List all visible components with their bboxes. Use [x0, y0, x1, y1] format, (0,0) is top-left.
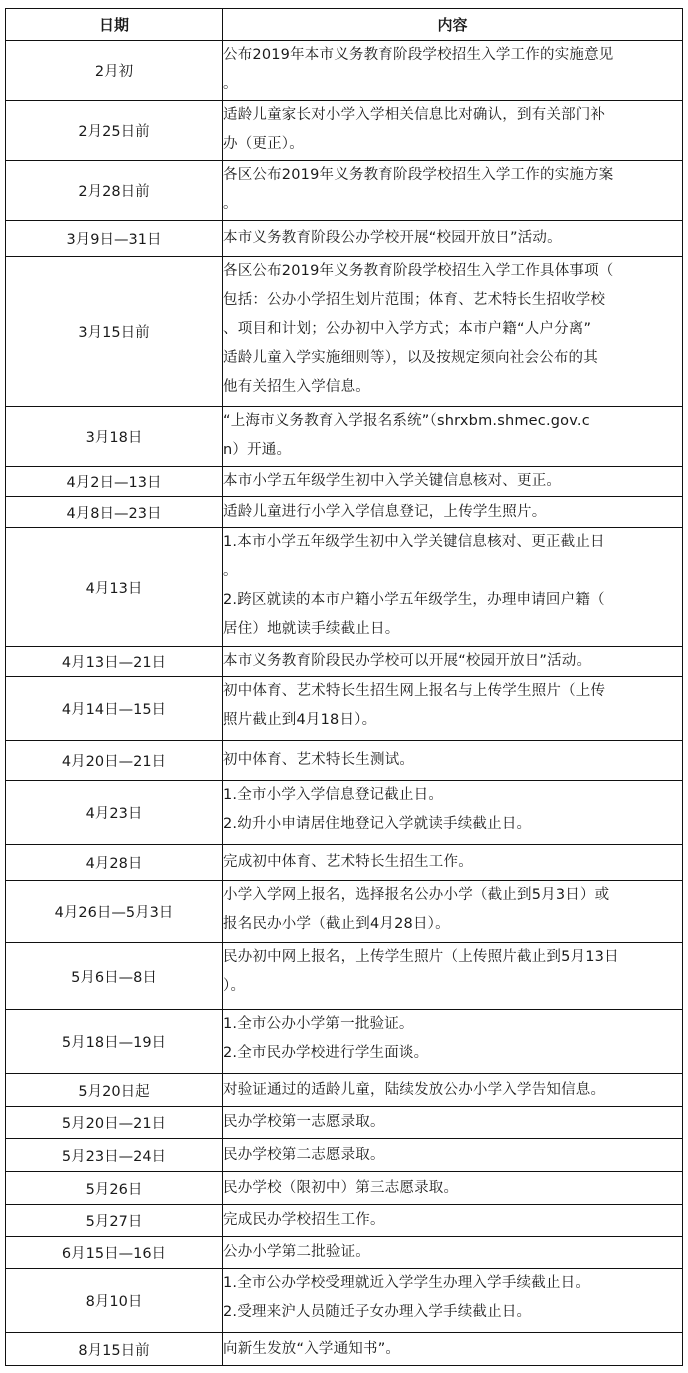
table-row — [6, 528, 683, 647]
content-line: 适龄儿童家长对小学入学相关信息比对确认，到有关部门补 — [223, 107, 606, 123]
content-line: 2.幼升小申请居住地登记入学就读手续截止日。 — [223, 816, 532, 832]
row-date: 3月18日 — [6, 407, 223, 467]
table-row — [6, 647, 683, 677]
table-header-row — [6, 9, 683, 41]
row-content — [223, 41, 683, 101]
content-line: “上海市义务教育入学报名系统”（shrxbm.shmec.gov.c — [223, 413, 590, 429]
row-content — [223, 647, 683, 677]
row-content — [223, 1237, 683, 1269]
row-content — [223, 407, 683, 467]
table-row — [6, 677, 683, 741]
table-row — [6, 161, 683, 221]
table-row — [6, 407, 683, 467]
row-date: 5月20日—21日 — [6, 1107, 223, 1139]
content-line: 公布2019年本市义务教育阶段学校招生入学工作的实施意见 — [223, 47, 614, 63]
content-line: 对验证通过的适龄儿童，陆续发放公办小学入学告知信息。 — [223, 1081, 606, 1098]
row-date: 3月9日—31日 — [6, 221, 223, 257]
content-line: 照片截止到4月18日）。 — [223, 712, 377, 728]
content-line: 本市义务教育阶段民办学校可以开展“校园开放日”活动。 — [223, 653, 592, 669]
table-row — [6, 1205, 683, 1237]
table-row — [6, 1010, 683, 1074]
table-row — [6, 41, 683, 101]
table-row — [6, 467, 683, 497]
content-line: 1.全市小学入学信息登记截止日。 — [223, 787, 444, 803]
header-date: 日期 — [6, 9, 223, 41]
content-line: n）开通。 — [223, 442, 292, 458]
row-content — [223, 1074, 683, 1107]
content-line: ）。 — [223, 978, 246, 994]
table-row — [6, 1074, 683, 1107]
table-row — [6, 845, 683, 881]
table-row — [6, 101, 683, 161]
row-date: 4月13日 — [6, 528, 223, 647]
table-row — [6, 943, 683, 1010]
content-line: 民办学校第一志愿录取。 — [223, 1114, 385, 1130]
content-line: 包括：公办小学招生划片范围；体育、艺术特长生招收学校 — [223, 292, 606, 308]
row-content — [223, 257, 683, 407]
table-row — [6, 741, 683, 781]
content-line: 完成初中体育、艺术特长生招生工作。 — [223, 854, 473, 870]
table-row — [6, 1333, 683, 1366]
content-line: 2.跨区就读的本市户籍小学五年级学生，办理申请回户籍（ — [223, 592, 605, 608]
content-line: 他有关招生入学信息。 — [223, 379, 370, 395]
row-date: 4月23日 — [6, 781, 223, 845]
table-row — [6, 1269, 683, 1333]
row-content — [223, 1269, 683, 1333]
content-line: 、项目和计划；公办初中入学方式；本市户籍“人户分离” — [223, 321, 592, 337]
content-line: 公办小学第二批验证。 — [223, 1244, 370, 1260]
content-line: 小学入学网上报名，选择报名公办小学（截止到5月3日）或 — [223, 887, 610, 903]
content-line: 各区公布2019年义务教育阶段学校招生入学工作的实施方案 — [223, 167, 614, 183]
row-date: 4月28日 — [6, 845, 223, 881]
content-line: 本市小学五年级学生初中入学关键信息核对、更正。 — [223, 473, 562, 489]
row-date: 8月10日 — [6, 1269, 223, 1333]
content-line: 1.全市公办小学第一批验证。 — [223, 1016, 414, 1032]
table-row — [6, 257, 683, 407]
row-date: 2月25日前 — [6, 101, 223, 161]
enrollment-schedule-table — [5, 8, 683, 1366]
content-line: 1.全市公办学校受理就近入学学生办理入学手续截止日。 — [223, 1275, 591, 1291]
content-line: 。 — [223, 196, 238, 212]
content-line: 完成民办学校招生工作。 — [223, 1212, 385, 1228]
content-line: 2.受理来沪人员随迁子女办理入学手续截止日。 — [223, 1304, 532, 1320]
content-line: 1.本市小学五年级学生初中入学关键信息核对、更正截止日 — [223, 534, 605, 550]
row-content — [223, 1139, 683, 1172]
table-row — [6, 221, 683, 257]
row-date: 4月26日—5月3日 — [6, 881, 223, 943]
content-line: 各区公布2019年义务教育阶段学校招生入学工作具体事项（ — [223, 263, 614, 279]
row-date: 6月15日—16日 — [6, 1237, 223, 1269]
row-content — [223, 161, 683, 221]
content-line: 民办初中网上报名，上传学生照片（上传照片截止到5月13日 — [223, 949, 619, 965]
content-line: 民办学校第二志愿录取。 — [223, 1146, 385, 1163]
row-date: 4月20日—21日 — [6, 741, 223, 781]
row-content — [223, 781, 683, 845]
content-line: 居住）地就读手续截止日。 — [223, 621, 400, 637]
row-date: 2月28日前 — [6, 161, 223, 221]
row-date: 5月26日 — [6, 1172, 223, 1205]
row-date: 3月15日前 — [6, 257, 223, 407]
row-content — [223, 741, 683, 781]
content-line: 2.全市民办学校进行学生面谈。 — [223, 1045, 429, 1061]
content-line: 向新生发放“入学通知书”。 — [223, 1340, 401, 1357]
row-content — [223, 1107, 683, 1139]
content-line: 办（更正）。 — [223, 136, 304, 152]
row-date: 2月初 — [6, 41, 223, 101]
row-content — [223, 1333, 683, 1366]
row-date: 5月20日起 — [6, 1074, 223, 1107]
table-row — [6, 781, 683, 845]
table-row — [6, 881, 683, 943]
row-date: 5月18日—19日 — [6, 1010, 223, 1074]
row-date: 4月2日—13日 — [6, 467, 223, 497]
content-line: 初中体育、艺术特长生招生网上报名与上传学生照片（上传 — [223, 683, 606, 699]
row-content — [223, 1205, 683, 1237]
table-row — [6, 1172, 683, 1205]
row-date: 8月15日前 — [6, 1333, 223, 1366]
content-line: 报名民办小学（截止到4月28日）。 — [223, 916, 450, 932]
content-line: 。 — [223, 563, 238, 579]
row-content — [223, 497, 683, 528]
content-line: 民办学校（限初中）第三志愿录取。 — [223, 1179, 459, 1196]
row-content — [223, 677, 683, 741]
row-content — [223, 221, 683, 257]
content-line: 适龄儿童进行小学入学信息登记，上传学生照片。 — [223, 503, 547, 520]
row-content — [223, 528, 683, 647]
row-date: 4月8日—23日 — [6, 497, 223, 528]
table-row — [6, 497, 683, 528]
table-row — [6, 1139, 683, 1172]
row-content — [223, 467, 683, 497]
row-date: 4月14日—15日 — [6, 677, 223, 741]
content-line: 适龄儿童入学实施细则等），以及按规定须向社会公布的其 — [223, 350, 598, 366]
row-date: 5月23日—24日 — [6, 1139, 223, 1172]
row-content — [223, 943, 683, 1010]
row-content — [223, 1010, 683, 1074]
content-line: 。 — [223, 76, 238, 92]
row-content — [223, 101, 683, 161]
row-date: 4月13日—21日 — [6, 647, 223, 677]
header-content: 内容 — [223, 9, 683, 41]
row-content — [223, 1172, 683, 1205]
table-row — [6, 1237, 683, 1269]
content-line: 本市义务教育阶段公办学校开展“校园开放日”活动。 — [223, 230, 562, 246]
content-line: 初中体育、艺术特长生测试。 — [223, 752, 415, 768]
row-content — [223, 845, 683, 881]
table-row — [6, 1107, 683, 1139]
row-date: 5月27日 — [6, 1205, 223, 1237]
row-content — [223, 881, 683, 943]
row-date: 5月6日—8日 — [6, 943, 223, 1010]
